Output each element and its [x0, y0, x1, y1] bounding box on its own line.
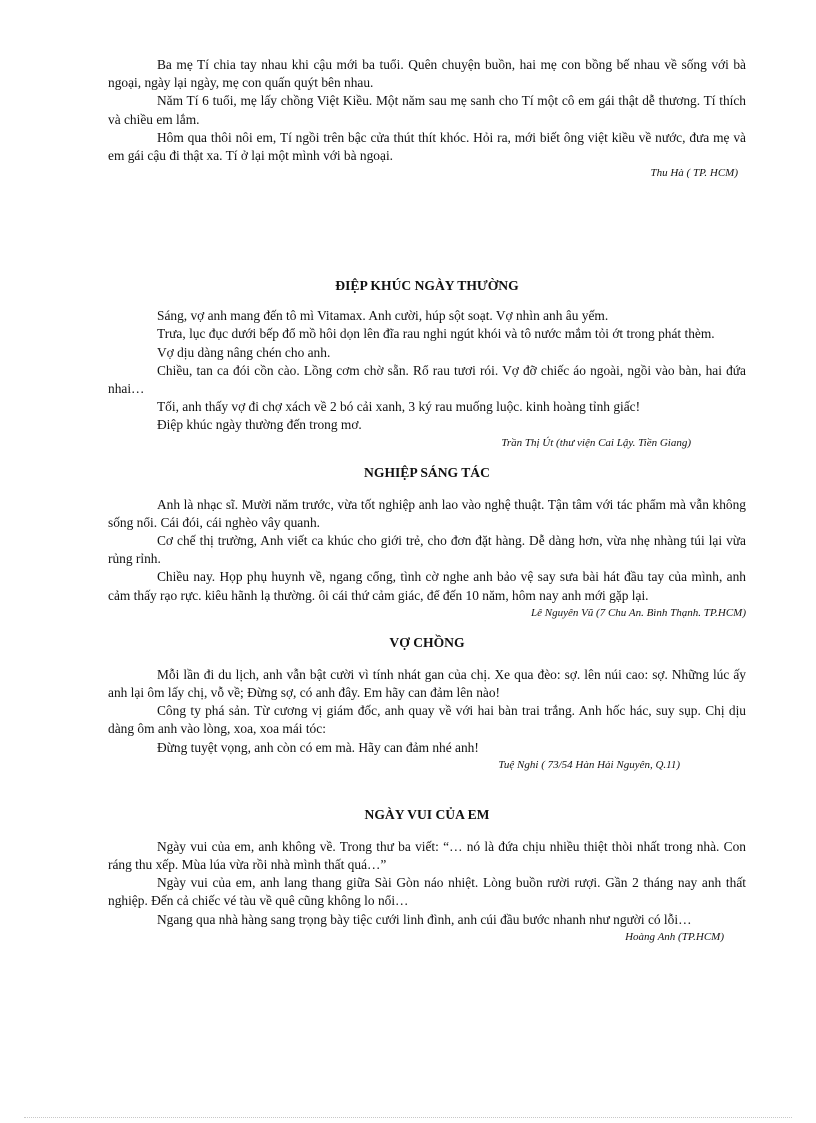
story-title: ĐIỆP KHÚC NGÀY THƯỜNG: [335, 278, 519, 294]
story-paragraph: Đừng tuyệt vọng, anh còn có em mà. Hãy can đảm nhé anh!: [157, 739, 479, 755]
story-paragraph: Ba mẹ Tí chia tay nhau khi cậu mới ba tuổi. Quên chuyện buồn, hai mẹ con bồng bế nhau về sống với bà ngoại, ngày lại ngày, mẹ con quấn quýt bên nhau.: [108, 57, 746, 91]
story-paragraph: Chiều nay. Họp phụ huynh về, ngang cổng, tình cờ nghe anh bảo vệ say sưa bài hát đầu tay của mình, anh cảm thấy rạo rực. kiêu hãnh lạ thường. ôi cái thứ cảm giác, để đến 10 năm, hôm nay anh mới gặp lại.: [108, 569, 746, 603]
story-paragraph: Trưa, lục đục dưới bếp đổ mồ hôi dọn lên đĩa rau nghi ngút khói và tô nước mắm tỏi ớt trong phát thèm.: [157, 326, 715, 342]
story-4: [108, 633, 746, 774]
story-paragraph: Anh là nhạc sĩ. Mười năm trước, vừa tốt nghiệp anh lao vào nghệ thuật. Tận tâm với tác phẩm mà vẫn không sống nổi. Cái đói, cái nghèo vây quanh.: [108, 496, 746, 530]
story-author: Hoàng Anh (TP.HCM): [625, 930, 724, 943]
story-2: [108, 276, 746, 451]
story-paragraph: Ngày vui của em, anh lang thang giữa Sài Gòn náo nhiệt. Lòng buồn rười rượi. Gần 2 tháng nay anh thất nghiệp. Đến cả chiếc vé tàu về quê cũng không lo nổi…: [108, 875, 746, 909]
story-paragraph: Ngang qua nhà hàng sang trọng bày tiệc cưới linh đình, anh cúi đầu bước nhanh như người có lỗi…: [157, 911, 692, 927]
story-paragraph: Hôm qua thôi nôi em, Tí ngồi trên bậc cửa thút thít khóc. Hỏi ra, mới biết ông việt kiều về nước, đưa mẹ và em gái cậu đi thật xa. Tí ở lại một mình với bà ngoại.: [108, 129, 746, 164]
story-paragraph: Cơ chế thị trường, Anh viết ca khúc cho giới trẻ, cho đơn đặt hàng. Dễ dàng hơn, vừa nhẹ nhàng túi lại vừa rủng rỉnh.: [108, 533, 746, 567]
page-bottom-divider: [24, 1117, 792, 1118]
story-title: NGÀY VUI CỦA EM: [364, 806, 490, 822]
story-title: NGHIỆP SÁNG TÁC: [364, 464, 490, 480]
story-paragraph: Công ty phá sản. Từ cương vị giám đốc, anh quay về với hai bàn trai trắng. Anh hốc hác, suy sụp. Chị dịu dàng ôm anh vào lòng, xoa, xoa mái tóc:: [108, 703, 746, 737]
story-author: Thu Hà ( TP. HCM): [650, 167, 738, 180]
story-paragraph: Tối, anh thấy vợ đi chợ xách về 2 bó cải xanh, 3 ký rau muống luộc. kinh hoàng tỉnh giấc!: [157, 399, 641, 415]
story-paragraph: Điệp khúc ngày thường đến trong mơ.: [157, 417, 362, 433]
story-paragraph: Chiều, tan ca đói cồn cào. Lồng cơm chờ sẵn. Rổ rau tươi rói. Vợ đỡ chiếc áo ngoài, ngồi vào bàn, hai đứa nhai…: [108, 362, 746, 397]
story-title: VỢ CHỒNG: [389, 634, 465, 650]
story-paragraph: Sáng, vợ anh mang đến tô mì Vitamax. Anh cười, húp sột soạt. Vợ nhìn anh âu yếm.: [157, 308, 609, 324]
story-3: [108, 463, 746, 622]
story-author: Lê Nguyên Vũ (7 Chu An. Bình Thạnh. TP.HCM): [530, 606, 746, 619]
story-author: Tuệ Nghi ( 73/54 Hàn Hải Nguyên, Q.11): [498, 758, 680, 771]
story-5: [108, 805, 746, 946]
story-paragraph: Mỗi lần đi du lịch, anh vẫn bật cười vì tính nhát gan của chị. Xe qua đèo: sợ. lên núi cao: sợ. Những lúc ấy anh lại ôm lấy chị, vỗ về; Đừng sợ, có anh đây. Em hãy can đảm lên nào!: [108, 666, 746, 701]
story-paragraph: Vợ dịu dàng nâng chén cho anh.: [157, 344, 331, 360]
document-page: [108, 56, 746, 946]
story-author: Trần Thị Út (thư viện Cai Lậy. Tiền Giang): [501, 436, 691, 449]
story-paragraph: Ngày vui của em, anh không về. Trong thư ba viết: “… nó là đứa chịu nhiều thiệt thòi nhất trong nhà. Con ráng thu xếp. Mùa lúa vừa rồi nhà mình thất quá…”: [108, 838, 746, 873]
story-paragraph: Năm Tí 6 tuổi, mẹ lấy chồng Việt Kiều. Một năm sau mẹ sanh cho Tí một cô em gái thật dễ thương. Tí thích và chiều em lắm.: [108, 93, 746, 127]
story-1: [108, 56, 746, 182]
